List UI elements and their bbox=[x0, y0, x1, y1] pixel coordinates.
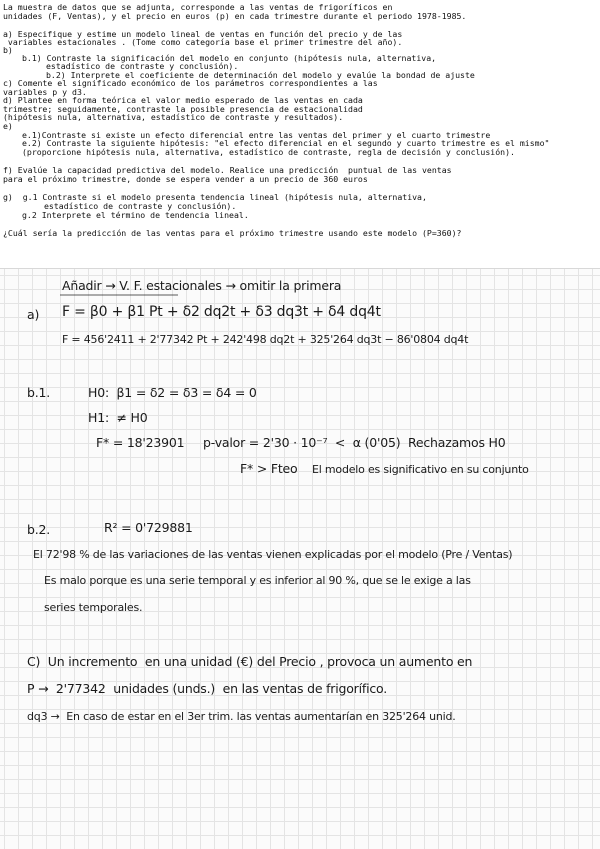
answer-b1-fstat: F* = 18'23901 bbox=[96, 435, 185, 450]
answer-b1-h1: H1: ≠ H0 bbox=[88, 410, 148, 425]
question-d-cont: trimestre; seguidamente, contraste la posible presencia de estacionalidad bbox=[3, 104, 363, 114]
statement-line: unidades (F, Ventas), y el precio en euros (p) en cada trimestre durante el periodo 1978-1985. bbox=[3, 11, 467, 21]
notes-header: Añadir → V. F. estacionales → omitir la primera bbox=[62, 278, 342, 293]
question-prediction: ¿Cuál sería la predicción de las ventas para el próximo trimestre usando este modelo (P=360)? bbox=[3, 228, 462, 238]
question-a: a) Especifique y estime un modelo lineal de ventas en función del precio y de las bbox=[3, 29, 403, 39]
question-c-cont: variables p y d3. bbox=[3, 87, 87, 97]
question-a-cont: variables estacionales . (Tome como categoría base el primer trimestre del año). bbox=[3, 37, 403, 47]
question-c: c) Comente el significado económico de los parámetros correspondientes a las bbox=[3, 78, 378, 88]
question-e1: e.1)Contraste si existe un efecto diferencial entre las ventas del primer y el cuarto trimestre bbox=[22, 130, 491, 140]
handwritten-notes bbox=[0, 268, 600, 849]
question-g1: g) g.1 Contraste si el modelo presenta tendencia lineal (hipótesis nula, alternativa, bbox=[3, 192, 427, 202]
answer-b1-h0: H0: β1 = δ2 = δ3 = δ4 = 0 bbox=[88, 385, 257, 400]
answer-b2-text: series temporales. bbox=[44, 601, 143, 614]
question-g1-cont: estadístico de contraste y conclusión). bbox=[44, 201, 237, 211]
question-b1-cont: estadístico de contraste y conclusión). bbox=[46, 61, 239, 71]
answer-b2-text: Es malo porque es una serie temporal y es inferior al 90 %, que se le exige a las bbox=[44, 574, 471, 587]
answer-b2-text: El 72'98 % de las variaciones de las ventas vienen explicadas por el modelo (Pre / Ventas) bbox=[33, 548, 513, 561]
question-d: d) Plantee en forma teórica el valor medio esperado de las ventas en cada bbox=[3, 95, 363, 105]
answer-a-estimate: F = 456'2411 + 2'77342 Pt + 242'498 dq2t + 325'264 dq3t − 86'0804 dq4t bbox=[62, 333, 469, 346]
answer-b2-r2: R² = 0'729881 bbox=[104, 520, 193, 535]
question-d-cont: (hipótesis nula, alternativa, estadístico de contraste y resultados). bbox=[3, 112, 344, 122]
question-e2: e.2) Contraste la siguiente hipótesis: "el efecto diferencial en el segundo y cuarto trimestre es el mismo" bbox=[22, 138, 550, 148]
answer-b1-conclusion: El modelo es significativo en su conjunto bbox=[312, 463, 529, 476]
answer-b1-compare: F* > Fteo bbox=[240, 461, 298, 476]
answer-b2-label: b.2. bbox=[27, 522, 51, 537]
question-g2: g.2 Interprete el término de tendencia lineal. bbox=[22, 210, 249, 220]
answer-c-line: dq3 → En caso de estar en el 3er trim. las ventas aumentarían en 325'264 unid. bbox=[27, 710, 456, 723]
question-f-cont: para el próximo trimestre, donde se espera vender a un precio de 360 euros bbox=[3, 174, 368, 184]
answer-b1-label: b.1. bbox=[27, 385, 51, 400]
question-e2-cont: (proporcione hipótesis nula, alternativa, estadístico de contraste, regla de decisión y conclusión). bbox=[22, 147, 515, 157]
answer-a-label: a) bbox=[27, 307, 40, 322]
question-f: f) Evalúe la capacidad predictiva del modelo. Realice una predicción puntual de las ventas bbox=[3, 165, 452, 175]
statement-line: La muestra de datos que se adjunta, corresponde a las ventas de frigoríficos en bbox=[3, 2, 393, 12]
answer-a-model: F = β0 + β1 Pt + δ2 dq2t + δ3 dq3t + δ4 dq4t bbox=[62, 304, 381, 320]
answer-c-line: P → 2'77342 unidades (unds.) en las ventas de frigorífico. bbox=[27, 681, 388, 696]
problem-statement bbox=[0, 0, 600, 268]
answer-c-line: C) Un incremento en una unidad (€) del Precio , provoca un aumento en bbox=[27, 654, 473, 669]
question-e: e) bbox=[3, 121, 13, 131]
question-b1: b.1) Contraste la significación del modelo en conjunto (hipótesis nula, alternativa, bbox=[22, 53, 437, 63]
question-b2: b.2) Interprete el coeficiente de determinación del modelo y evalúe la bondad de ajuste bbox=[46, 70, 475, 80]
question-b: b) bbox=[3, 45, 13, 55]
answer-b1-pvalue: p-valor = 2'30 · 10⁻⁷ < α (0'05) Rechazamos H0 bbox=[203, 435, 506, 450]
